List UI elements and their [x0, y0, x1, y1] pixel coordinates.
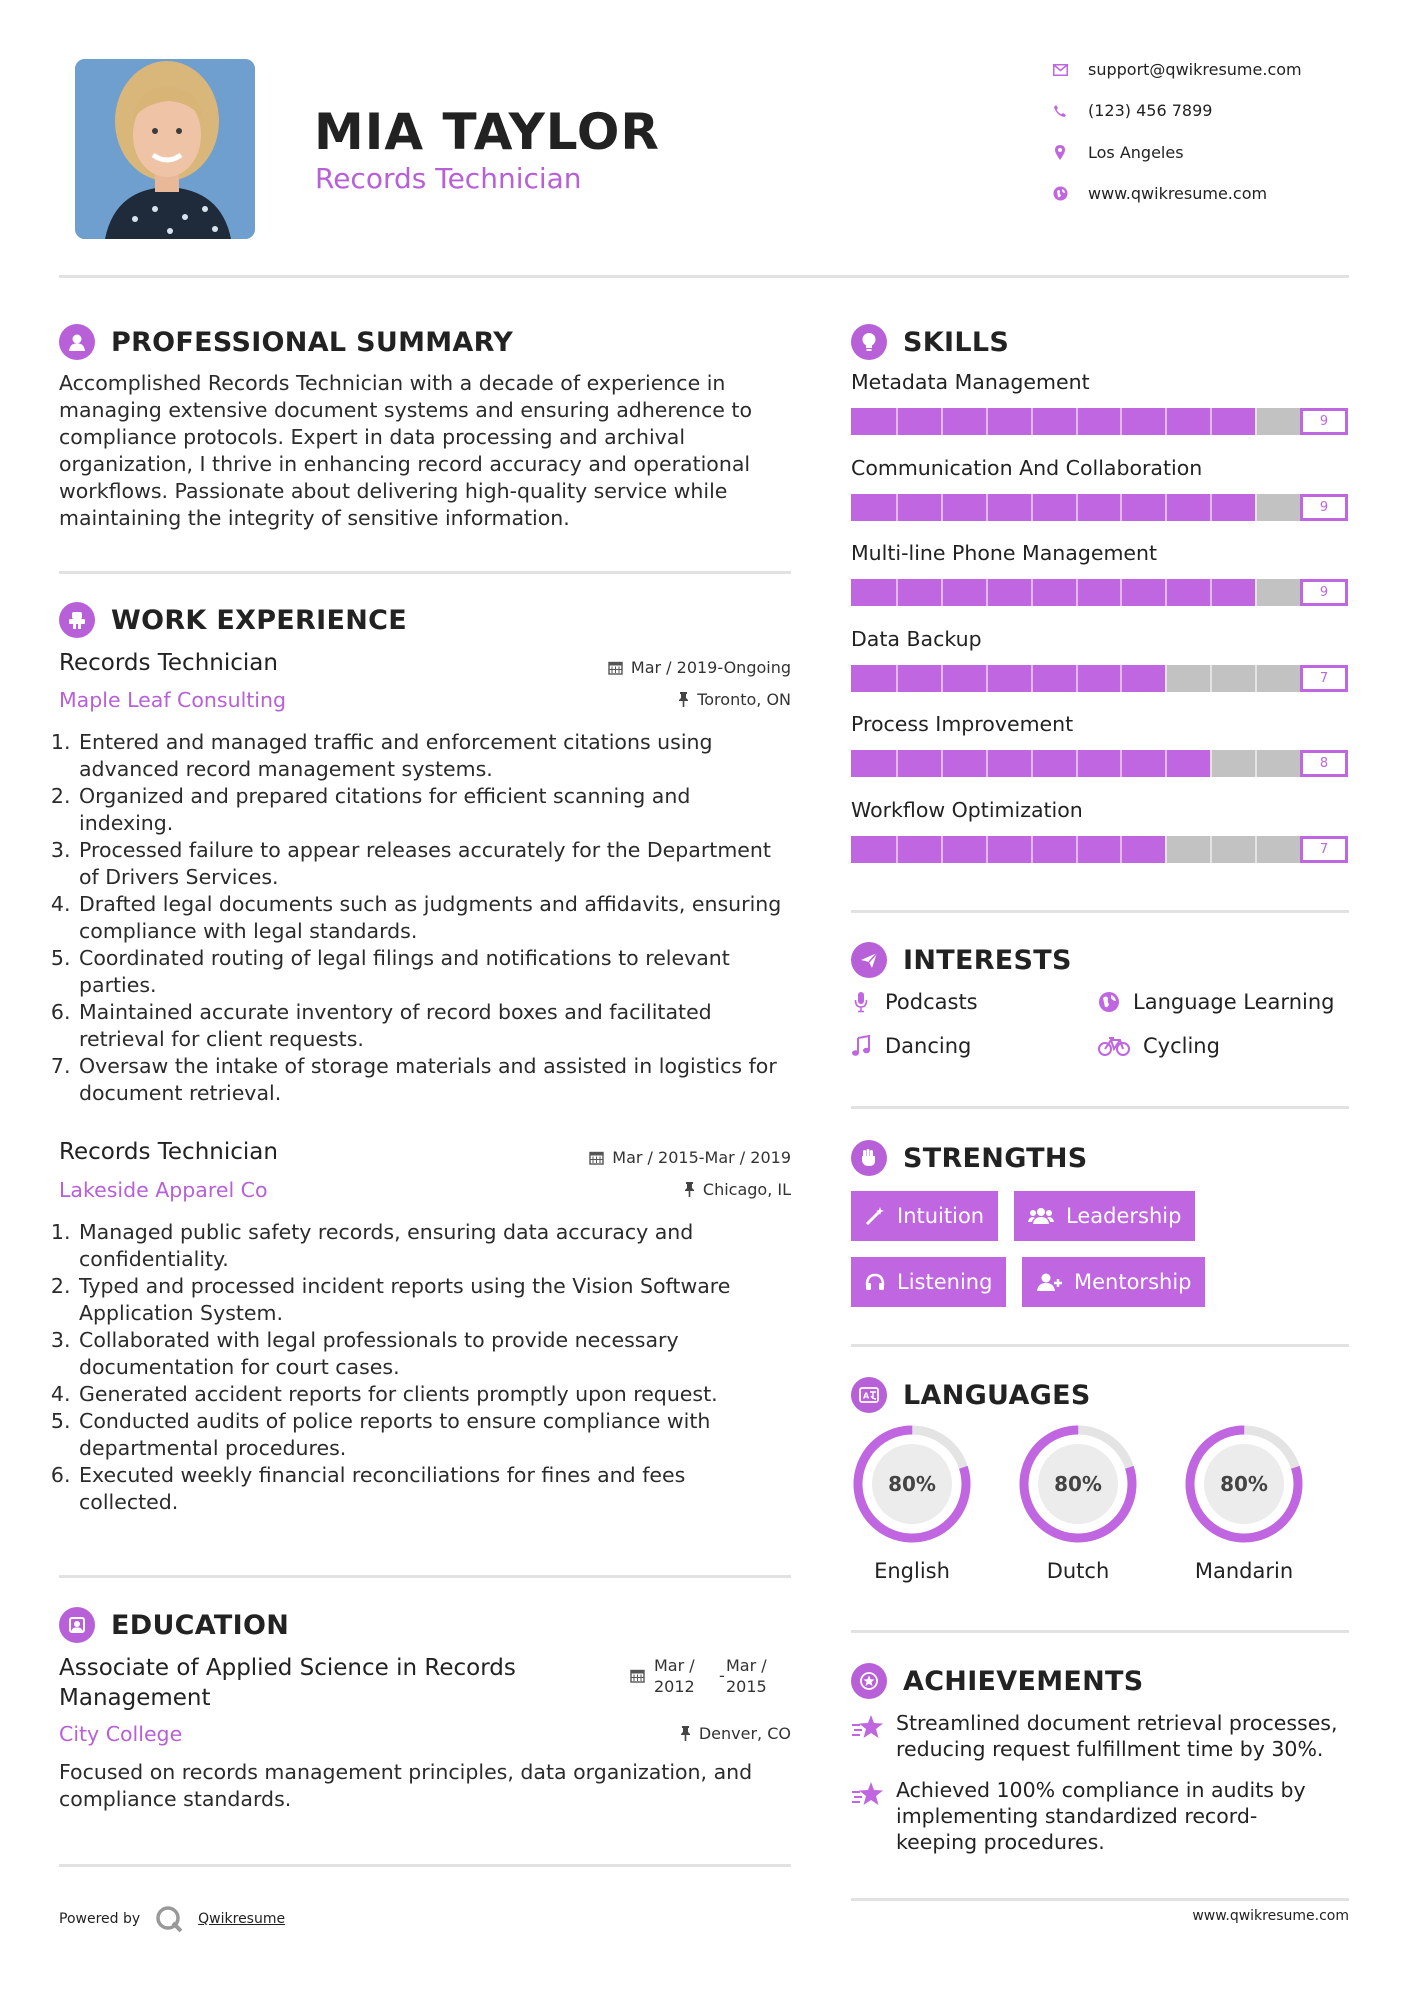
- envelope-icon: [1052, 62, 1068, 78]
- skill-bar-segment: [986, 665, 988, 692]
- interests-heading-text: INTERESTS: [903, 944, 1072, 976]
- skill-bar-segment: [1165, 408, 1167, 435]
- skill-bar-segment: [1031, 750, 1033, 777]
- globe-icon: [1052, 186, 1068, 202]
- skill-bar-segment: [1210, 750, 1212, 777]
- strength-label: Mentorship: [1074, 1270, 1192, 1294]
- language-ring: [1182, 1422, 1306, 1546]
- achievement-star-icon: [851, 1713, 885, 1747]
- language-name: Dutch: [1046, 1559, 1110, 1583]
- skill-bar-segment: [1120, 836, 1122, 863]
- interest-dancing: [849, 1034, 971, 1058]
- headphones-icon: [865, 1272, 885, 1292]
- footer-site-link[interactable]: www.qwikresume.com: [1192, 1908, 1349, 1924]
- footer-powered-by-text: Powered by: [59, 1911, 141, 1927]
- portrait-image: [75, 59, 255, 239]
- duty-item: 4. Generated accident reports for clients promptly upon request.: [77, 1381, 789, 1408]
- interest-cycling: [1097, 1034, 1220, 1058]
- contact-location-text: Los Angeles: [1088, 143, 1184, 162]
- skill-level-value: 8: [1300, 750, 1348, 777]
- skill-bar-segment: [896, 408, 898, 435]
- award-icon: [851, 1663, 887, 1699]
- education-divider: [59, 1864, 791, 1867]
- skill-bar-segment: [1031, 494, 1033, 521]
- duty-item: 5. Conducted audits of police reports to ensure compliance with departmental procedures.: [77, 1408, 789, 1462]
- candidate-name: MIA TAYLOR: [314, 103, 660, 161]
- skill-bar-segment: [1165, 665, 1167, 692]
- interests-heading: [851, 942, 1072, 978]
- language-ring: [1016, 1422, 1140, 1546]
- interest-language-learning: [1097, 990, 1334, 1014]
- user-icon: [59, 324, 95, 360]
- skill-bar-segment: [1210, 494, 1212, 521]
- microphone-icon: [849, 991, 873, 1013]
- contact-location: [1052, 143, 1184, 162]
- skill-label: Metadata Management: [851, 370, 1090, 394]
- contact-email-text: support@qwikresume.com: [1088, 60, 1302, 79]
- pin-icon: [684, 1182, 695, 1197]
- strength-leadership: [1014, 1191, 1195, 1241]
- phone-icon: [1052, 103, 1068, 119]
- pin-icon: [678, 692, 689, 707]
- footer-powered-by: [59, 1904, 285, 1934]
- pin-icon: [680, 1726, 691, 1741]
- summary-divider: [59, 571, 791, 574]
- experience-heading-text: WORK EXPERIENCE: [111, 604, 407, 636]
- skill-bar-segment: [1255, 665, 1257, 692]
- duty-item: 5. Coordinated routing of legal filings and notifications to relevant parties.: [77, 945, 789, 999]
- briefcase-icon: [59, 602, 95, 638]
- profile-photo: [75, 59, 255, 239]
- lightbulb-icon: [851, 324, 887, 360]
- strength-label: Listening: [897, 1270, 993, 1294]
- skill-level-bar: [851, 750, 1348, 777]
- interest-label: Cycling: [1143, 1034, 1220, 1058]
- summary-heading: [59, 324, 513, 360]
- job-2-duties: [59, 1219, 789, 1516]
- education-school: City College: [59, 1722, 183, 1746]
- skill-level-fill: [851, 408, 1255, 435]
- duty-item: 3. Processed failure to appear releases accurately for the Department of Drivers Services.: [77, 837, 789, 891]
- contact-phone-text: (123) 456 7899: [1088, 101, 1213, 120]
- skill-bar-segment: [986, 579, 988, 606]
- contact-phone[interactable]: [1052, 101, 1212, 120]
- skill-label: Workflow Optimization: [851, 798, 1083, 822]
- fist-icon: [851, 1140, 887, 1176]
- duty-item: 1. Managed public safety records, ensuring data accuracy and confidentiality.: [77, 1219, 789, 1273]
- skill-bar-segment: [896, 836, 898, 863]
- job-2-location-text: Chicago, IL: [702, 1180, 791, 1199]
- strength-label: Intuition: [897, 1204, 985, 1228]
- education-date-dash: -: [719, 1666, 725, 1685]
- interest-label: Language Learning: [1133, 990, 1335, 1014]
- skill-bar-segment: [1165, 836, 1167, 863]
- duty-item: 6. Executed weekly financial reconciliations for fines and fees collected.: [77, 1462, 789, 1516]
- map-pin-icon: [1052, 145, 1068, 161]
- job-2-role: Records Technician: [59, 1139, 278, 1165]
- skill-bar-segment: [1076, 665, 1078, 692]
- skill-bar-segment: [1255, 579, 1257, 606]
- strength-intuition: [851, 1191, 998, 1241]
- strength-label: Leadership: [1066, 1204, 1182, 1228]
- language-percent: 80%: [888, 1472, 936, 1496]
- skill-level-value: 9: [1300, 408, 1348, 435]
- achievements-heading-text: ACHIEVEMENTS: [903, 1665, 1144, 1697]
- language-name: English: [874, 1559, 950, 1583]
- job-1-dates: [608, 658, 791, 677]
- achievements-heading: [851, 1663, 1144, 1699]
- job-1-role: Records Technician: [59, 650, 278, 676]
- skill-level-value: 9: [1300, 579, 1348, 606]
- skills-divider: [851, 910, 1349, 913]
- experience-divider: [59, 1575, 791, 1578]
- calendar-icon: [589, 1150, 604, 1165]
- education-description: Focused on records management principles, data organization, and compliance standards.: [59, 1760, 753, 1811]
- skill-bar-segment: [1165, 494, 1167, 521]
- interests-divider: [851, 1106, 1349, 1109]
- strengths-heading: [851, 1140, 1088, 1176]
- interest-label: Podcasts: [885, 990, 978, 1014]
- skills-heading: [851, 324, 1009, 360]
- contact-email[interactable]: [1052, 60, 1302, 79]
- job-1-dates-text: Mar / 2019-Ongoing: [630, 658, 791, 677]
- skill-level-fill: [851, 494, 1255, 521]
- strength-listening: [851, 1257, 1006, 1307]
- skills-heading-text: SKILLS: [903, 326, 1010, 358]
- skill-bar-segment: [941, 494, 943, 521]
- skill-level-bar: [851, 494, 1348, 521]
- job-2-company: Lakeside Apparel Co: [59, 1178, 268, 1202]
- skill-label: Multi-line Phone Management: [851, 541, 1158, 566]
- education-end-date: [726, 1655, 767, 1697]
- strengths-heading-text: STRENGTHS: [903, 1142, 1088, 1174]
- achievement-item-1: Streamlined document retrieval processes, reducing request fulfillment time by 30%.: [896, 1711, 1338, 1761]
- duty-item: 6. Maintained accurate inventory of record boxes and facilitated retrieval for client requests.: [77, 999, 789, 1053]
- skill-bar-segment: [1076, 408, 1078, 435]
- contact-website[interactable]: [1052, 184, 1267, 203]
- strengths-divider: [851, 1344, 1349, 1347]
- skill-bar-segment: [1031, 665, 1033, 692]
- skill-bar-segment: [1255, 494, 1257, 521]
- skill-bar-segment: [986, 408, 988, 435]
- language-name: Mandarin: [1194, 1559, 1294, 1583]
- skill-bar-segment: [1031, 408, 1033, 435]
- skill-level-fill: [851, 836, 1165, 863]
- skill-bar-segment: [1120, 750, 1122, 777]
- skill-bar-segment: [1120, 408, 1122, 435]
- skill-bar-segment: [896, 579, 898, 606]
- duty-item: 2. Typed and processed incident reports using the Vision Software Application System.: [77, 1273, 789, 1327]
- skill-level-value: 7: [1300, 665, 1348, 692]
- duty-item: 1. Entered and managed traffic and enforcement citations using advanced record management systems.: [77, 729, 789, 783]
- footer-brand-link[interactable]: Qwikresume: [198, 1911, 286, 1927]
- candidate-title: Records Technician: [315, 162, 582, 195]
- skill-bar-segment: [1031, 579, 1033, 606]
- languages-heading: [851, 1377, 1091, 1413]
- skill-bar-segment: [896, 494, 898, 521]
- skill-bar-segment: [1255, 836, 1257, 863]
- skill-bar-segment: [1210, 408, 1212, 435]
- skill-bar-segment: [1076, 836, 1078, 863]
- skill-bar-segment: [1120, 665, 1122, 692]
- duty-item: 4. Drafted legal documents such as judgments and affidavits, ensuring compliance with legal standards.: [77, 891, 789, 945]
- skill-bar-segment: [941, 750, 943, 777]
- paper-plane-icon: [851, 942, 887, 978]
- language-percent: 80%: [1054, 1472, 1102, 1496]
- skill-level-value: 9: [1300, 494, 1348, 521]
- skill-bar-segment: [1120, 494, 1122, 521]
- skill-level-bar: [851, 579, 1348, 606]
- skill-bar-segment: [1210, 665, 1212, 692]
- skill-bar-segment: [986, 750, 988, 777]
- job-1-company: Maple Leaf Consulting: [59, 688, 287, 712]
- skill-bar-segment: [986, 836, 988, 863]
- job-2-dates-text: Mar / 2015-Mar / 2019: [612, 1148, 791, 1167]
- bicycle-icon: [1097, 1036, 1131, 1056]
- languages-divider: [851, 1630, 1349, 1633]
- header-divider: [59, 275, 1349, 278]
- education-location: [680, 1724, 791, 1743]
- language-percent: 80%: [1220, 1472, 1268, 1496]
- skill-bar-segment: [941, 836, 943, 863]
- achievement-item-2: Achieved 100% compliance in audits by implementing standardized record-keeping procedures.: [896, 1778, 1306, 1854]
- education-start-date: [654, 1655, 695, 1697]
- education-start-line-1: Mar /: [654, 1656, 695, 1675]
- education-heading: [59, 1607, 289, 1643]
- svg-text:A: A: [863, 1391, 870, 1401]
- skill-level-fill: [851, 665, 1165, 692]
- contact-website-text: www.qwikresume.com: [1088, 184, 1268, 203]
- strength-mentorship: [1022, 1257, 1205, 1307]
- summary-text: Accomplished Records Technician with a decade of experience in managing extensive document systems and ensuring adherence to compliance protocols. Expert in data processing and archival organization, I thrive in enhancing record accuracy and operational workflows. Passionate about delivering high-quality service while maintaining the integrity of sensitive information.: [59, 371, 752, 530]
- duty-item: 3. Collaborated with legal professionals to provide necessary documentation for court cases.: [77, 1327, 789, 1381]
- music-icon: [849, 1035, 873, 1057]
- skill-bar-segment: [1120, 579, 1122, 606]
- skill-bar-segment: [1076, 750, 1078, 777]
- calendar-icon: [608, 660, 623, 675]
- skill-level-value: 7: [1300, 836, 1348, 863]
- duty-item: 7. Oversaw the intake of storage materials and assisted in logistics for document retrieval.: [77, 1053, 789, 1107]
- skill-bar-segment: [941, 579, 943, 606]
- magic-wand-icon: [865, 1206, 885, 1226]
- skill-bar-segment: [1165, 750, 1167, 777]
- education-heading-text: EDUCATION: [111, 1609, 290, 1641]
- qwikresume-logo-icon: [154, 1904, 184, 1934]
- skill-bar-segment: [1076, 579, 1078, 606]
- interest-podcasts: [849, 990, 978, 1014]
- education-degree-line-2: Management: [59, 1685, 211, 1711]
- skill-bar-segment: [896, 665, 898, 692]
- skill-bar-segment: [986, 494, 988, 521]
- skill-label: Data Backup: [851, 626, 982, 651]
- job-2-location: [684, 1180, 791, 1199]
- skill-level-bar: [851, 408, 1348, 435]
- languages-heading-text: LANGUAGES: [903, 1379, 1091, 1411]
- education-start-line-2: 2012: [654, 1677, 695, 1696]
- translate-icon: [851, 1377, 887, 1413]
- achievement-star-icon: [851, 1780, 885, 1814]
- job-2-dates: [589, 1148, 791, 1167]
- skill-level-fill: [851, 579, 1255, 606]
- skill-bar-segment: [1255, 750, 1257, 777]
- education-end-line-2: 2015: [726, 1677, 767, 1696]
- calendar-icon: [630, 1668, 645, 1687]
- skill-bar-segment: [941, 665, 943, 692]
- job-1-location: [678, 690, 791, 709]
- experience-heading: [59, 602, 407, 638]
- user-plus-icon: [1036, 1272, 1062, 1292]
- job-1-duties: [59, 729, 789, 1107]
- skill-bar-segment: [1210, 836, 1212, 863]
- education-degree: [59, 1653, 516, 1713]
- summary-heading-text: PROFESSIONAL SUMMARY: [111, 326, 514, 358]
- users-icon: [1028, 1206, 1054, 1226]
- education-location-text: Denver, CO: [698, 1724, 791, 1743]
- globe-icon: [1097, 991, 1121, 1013]
- skill-bar-segment: [896, 750, 898, 777]
- education-end-line-1: Mar /: [726, 1656, 767, 1675]
- skill-bar-segment: [1076, 494, 1078, 521]
- interest-label: Dancing: [885, 1034, 972, 1058]
- skill-label: Communication And Collaboration: [851, 455, 1203, 480]
- skill-bar-segment: [1165, 579, 1167, 606]
- duty-item: 2. Organized and prepared citations for efficient scanning and indexing.: [77, 783, 789, 837]
- skill-bar-segment: [941, 408, 943, 435]
- language-ring: [850, 1422, 974, 1546]
- skill-level-bar: [851, 836, 1348, 863]
- job-1-location-text: Toronto, ON: [697, 690, 791, 709]
- skill-bar-segment: [1210, 579, 1212, 606]
- skill-bar-segment: [1031, 836, 1033, 863]
- education-degree-line-1: Associate of Applied Science in Records: [59, 1655, 516, 1681]
- achievements-divider: [851, 1898, 1349, 1901]
- skill-label: Process Improvement: [851, 712, 1074, 737]
- skill-level-bar: [851, 665, 1348, 692]
- skill-bar-segment: [1255, 408, 1257, 435]
- graduate-icon: [59, 1607, 95, 1643]
